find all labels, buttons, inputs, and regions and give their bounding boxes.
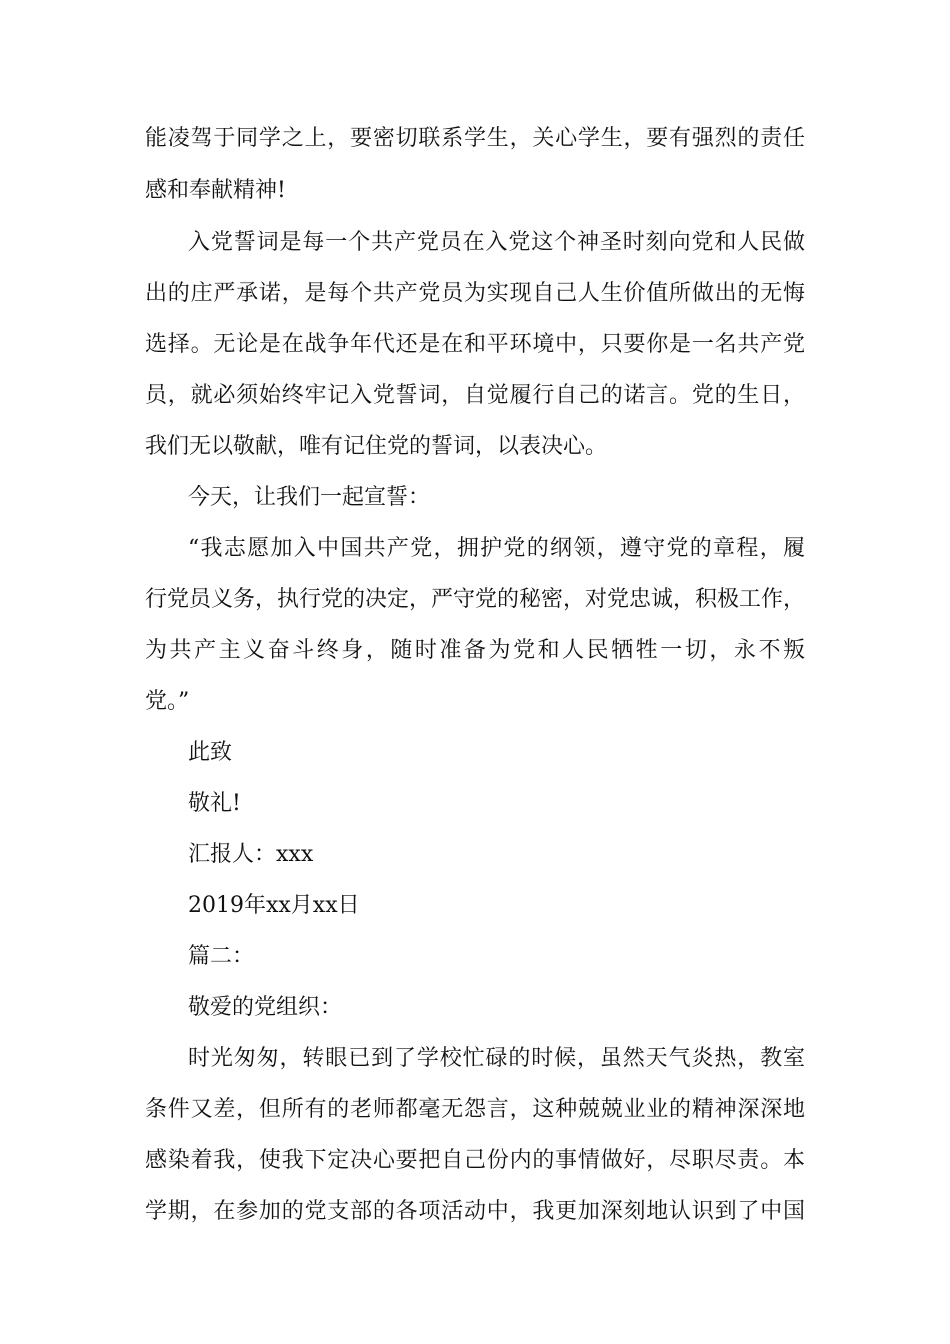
body-text-line: 出的庄严承诺，是每个共产党员为实现自己人生价值所做出的无悔 — [145, 281, 805, 306]
body-text-line: 能凌驾于同学之上，要密切联系学生，关心学生，要有强烈的责任 — [145, 126, 805, 151]
body-text-line: 我们无以敬献，唯有记住党的誓词，以表决心。 — [145, 434, 608, 459]
oath-quote-line: “我志愿加入中国共产党，拥护党的纲领，遵守党的章程，履 — [188, 536, 805, 561]
paragraph-first-line: 今天，让我们一起宣誓： — [188, 485, 431, 510]
paragraph-first-line: 入党誓词是每一个共产党员在入党这个神圣时刻向党和人民做 — [188, 230, 805, 255]
body-text-line: 员，就必须始终牢记入党誓词，自觉履行自己的诺言。党的生日， — [145, 383, 805, 408]
oath-quote-line: 为共产主义奋斗终身，随时准备为党和人民牺牲一切，永不叛 — [145, 638, 805, 663]
oath-quote-line: 党。” — [145, 689, 190, 714]
oath-quote-line: 行党员义务，执行党的决定，严守党的秘密，对党忠诚，积极工作， — [145, 587, 806, 612]
reporter-name: 汇报人：xxx — [188, 842, 314, 867]
body-text-line: 条件又差，但所有的老师都毫无怨言，这种兢兢业业的精神深深地 — [145, 1097, 805, 1122]
letter-greeting: 敬爱的党组织： — [188, 995, 343, 1020]
body-text-line: 感染着我，使我下定决心要把自己份内的事情做好，尽职尽责。本 — [145, 1148, 805, 1173]
closing-regards: 敬礼! — [188, 791, 241, 816]
closing-salutation: 此致 — [188, 740, 233, 765]
section-heading: 篇二： — [188, 944, 255, 969]
body-text-line: 学期，在参加的党支部的各项活动中，我更加深刻地认识到了中国 — [145, 1199, 805, 1224]
body-text-line: 感和奉献精神! — [145, 178, 286, 203]
report-date: 2019年xx月xx日 — [188, 893, 360, 918]
paragraph-first-line: 时光匆匆，转眼已到了学校忙碌的时候，虽然天气炎热，教室 — [188, 1046, 805, 1071]
body-text-line: 选择。无论是在战争年代还是在和平环境中，只要你是一名共产党 — [145, 332, 805, 357]
